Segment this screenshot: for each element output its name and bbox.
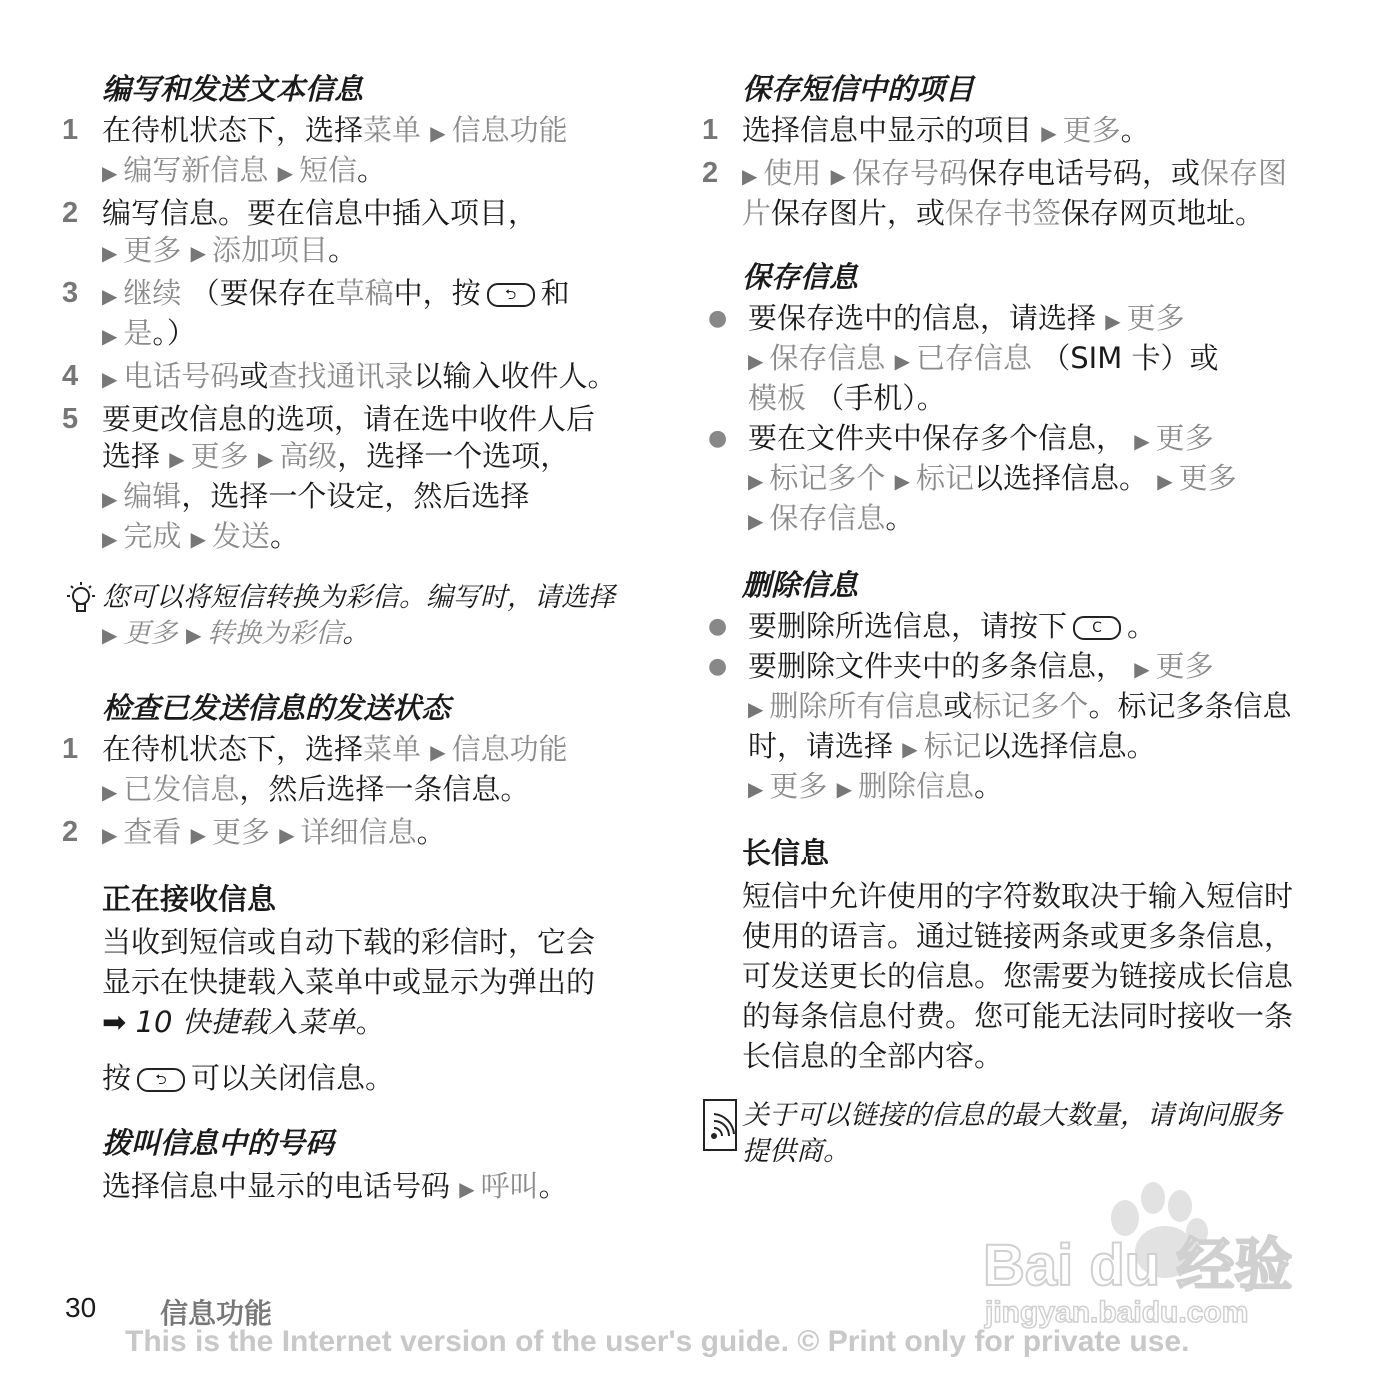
section-title: 保存短信中的项目 (742, 72, 975, 106)
arrow-icon: ▶ (894, 349, 911, 373)
clear-key-icon: C (1073, 616, 1121, 640)
arrow-icon: ▶ (102, 623, 118, 647)
arrow-icon: ▶ (190, 823, 207, 847)
arrow-icon: ▶ (1157, 469, 1173, 493)
arrow-icon: ▶ (185, 623, 202, 647)
section-long-messages (702, 834, 1302, 1170)
paragraph (102, 922, 622, 1042)
section-call-number (62, 1124, 622, 1209)
paragraph: 短信中允许使用的字符数取决于输入短信时使用的语言。通过链接两条或更多条信息，可发送更长的信息。您需要为链接成长信息的每条信息付费。您可能无法同时接收一条长信息的全部内容。 (742, 879, 1294, 1073)
more-label: 更多 (1178, 461, 1237, 495)
arrow-right-icon: ➡ (102, 1005, 127, 1039)
sms-label: 短信 (299, 153, 358, 187)
step-number: 1 (62, 733, 79, 765)
step-text: 保存图片，或 (771, 196, 946, 230)
arrow-icon: ▶ (279, 823, 295, 847)
arrow-icon: ▶ (1105, 309, 1121, 333)
step-5 (62, 401, 622, 558)
left-column (62, 70, 622, 1235)
punct: 。 (355, 1005, 385, 1039)
delete-message-label: 删除信息 (858, 769, 975, 803)
edit-label: 编辑 (123, 479, 182, 513)
section-title: 删除信息 (742, 568, 859, 602)
step-text: ，然后选择一条信息。 (239, 772, 530, 806)
item-text: 或 (943, 689, 973, 723)
step-text: ，选择一个选项， (337, 439, 570, 473)
view-label: 查看 (123, 815, 182, 849)
step-text: 和 (540, 276, 570, 310)
arrow-icon: ▶ (190, 241, 207, 265)
section-receiving (62, 880, 622, 1098)
punct: 。 (328, 233, 358, 267)
step-text: 编写信息。要在信息中插入项目， (102, 196, 538, 230)
baidu-watermark (975, 1170, 1305, 1330)
section-save-messages (702, 258, 1302, 540)
step-number: 2 (62, 197, 79, 229)
more-label: 更多 (1155, 649, 1214, 683)
bullet-item (702, 608, 1302, 645)
bullet-icon: ● (708, 654, 728, 679)
step-text: 中，按 (393, 276, 481, 310)
more-label: 更多 (123, 618, 178, 649)
network-service-icon (702, 1098, 742, 1170)
step-number: 5 (62, 403, 79, 435)
sent-label: 已发信息 (123, 772, 240, 806)
step-text: 或 (239, 359, 269, 393)
step-number: 1 (62, 114, 79, 146)
arrow-icon: ▶ (748, 509, 764, 533)
item-text: 要删除所选信息，请按下 (748, 609, 1068, 643)
arrow-icon: ▶ (102, 284, 118, 308)
punct: 。 (270, 519, 300, 553)
section-title: 保存信息 (742, 260, 859, 294)
arrow-icon: ▶ (830, 164, 847, 188)
step-number: 2 (62, 816, 79, 848)
step-number: 4 (62, 360, 79, 392)
arrow-icon: ▶ (102, 487, 118, 511)
paragraph (102, 1058, 622, 1098)
back-key-icon: ⮌ (487, 283, 535, 307)
arrow-icon: ▶ (102, 780, 118, 804)
more-label: 更多 (1062, 113, 1121, 147)
arrow-icon: ▶ (1134, 429, 1150, 453)
step-2 (62, 195, 622, 272)
step-1 (62, 112, 622, 192)
item-text: 。标记多条信息时，请选择 (748, 689, 1292, 763)
right-column (702, 70, 1302, 1196)
arrow-icon: ▶ (169, 447, 185, 471)
arrow-icon: ▶ (102, 324, 118, 348)
section-title: 编写和发送文本信息 (102, 72, 364, 106)
paragraph (102, 1166, 622, 1209)
arrow-icon: ▶ (102, 823, 118, 847)
back-key-icon: ⮌ (137, 1068, 185, 1092)
save-number-label: 保存号码 (852, 156, 969, 190)
details-label: 详细信息 (300, 815, 417, 849)
arrow-icon: ▶ (430, 740, 446, 764)
arrow-icon: ▶ (102, 241, 118, 265)
convert-mms-label: 转换为彩信 (207, 618, 343, 649)
chapter-title: 信息功能 (160, 1297, 273, 1330)
arrow-icon: ▶ (836, 777, 853, 801)
step-text: 选择信息中显示的项目 (742, 113, 1033, 147)
step-number: 2 (702, 157, 719, 189)
operator-note (702, 1098, 1302, 1170)
drafts-label: 草稿 (335, 276, 394, 310)
step-3 (62, 275, 622, 355)
step-text: 保存电话号码，或 (968, 156, 1201, 190)
cross-reference: 10 快捷载入菜单 (135, 1005, 356, 1039)
section-compose-send (62, 70, 622, 653)
section-check-status (62, 689, 622, 854)
arrow-icon: ▶ (190, 527, 207, 551)
step-1 (62, 731, 622, 811)
phone-number-label: 电话号码 (123, 359, 240, 393)
arrow-icon: ▶ (277, 161, 294, 185)
more-label: 更多 (769, 769, 828, 803)
note-text: 关于可以链接的信息的最大数量，请询问服务提供商。 (742, 1100, 1282, 1167)
advanced-label: 高级 (279, 439, 338, 473)
save-picture-label: 保存图片 (742, 156, 1288, 230)
more-label: 更多 (1155, 421, 1214, 455)
messaging-label: 信息功能 (451, 732, 568, 766)
more-label: 更多 (1126, 301, 1185, 335)
done-label: 完成 (123, 519, 182, 553)
arrow-icon: ▶ (1041, 121, 1057, 145)
watermark-brand: Bai du 经验 (983, 1233, 1293, 1298)
more-label: 更多 (190, 439, 249, 473)
item-text: 以选择信息。 (974, 461, 1149, 495)
body-text: 可以关闭信息。 (191, 1061, 395, 1095)
body-text: 按 (102, 1061, 132, 1095)
bullet-item (702, 648, 1302, 808)
item-text: 要删除文件夹中的多条信息， (748, 649, 1126, 683)
more-label: 更多 (123, 233, 182, 267)
section-delete-messages (702, 566, 1302, 808)
punct: 。 (538, 1169, 568, 1203)
print-notice: This is the Internet version of the user's guide. © Print only for private use. (125, 1325, 1190, 1358)
use-label: 使用 (763, 156, 822, 190)
item-text: 以选择信息。 (981, 729, 1156, 763)
punct: 。 (974, 769, 1004, 803)
step-text: 以输入收件人。 (413, 359, 617, 393)
menu-label: 菜单 (363, 732, 422, 766)
item-text: 要在文件夹中保存多个信息， (748, 421, 1126, 455)
arrow-icon: ▶ (742, 164, 758, 188)
call-label: 呼叫 (480, 1169, 539, 1203)
body-text: 当收到短信或自动下载的彩信时，它会显示在快捷载入菜单中或显示为弹出的 (102, 925, 596, 999)
section-title: 正在接收信息 (102, 882, 277, 916)
save-message-label: 保存信息 (769, 501, 886, 535)
arrow-icon: ▶ (748, 777, 764, 801)
punct: 。 (1120, 113, 1150, 147)
section-title: 拨叫信息中的号码 (102, 1126, 335, 1160)
arrow-icon: ▶ (894, 469, 911, 493)
contacts-lookup-label: 查找通讯录 (268, 359, 414, 393)
page-number: 30 (65, 1292, 97, 1323)
step-1 (702, 112, 1302, 152)
item-text: 要保存选中的信息，请选择 (748, 301, 1097, 335)
punct: 。 (416, 815, 446, 849)
bullet-item (702, 420, 1302, 540)
step-text: 在待机状态下，选择 (102, 732, 364, 766)
punct: 。 (342, 618, 370, 649)
send-label: 发送 (212, 519, 271, 553)
messaging-label: 信息功能 (451, 113, 568, 147)
item-text: （SIM 卡）或 (1032, 341, 1219, 375)
yes-label: 是 (123, 316, 153, 350)
mark-label: 标记 (916, 461, 975, 495)
arrow-icon: ▶ (430, 121, 446, 145)
mark-label: 标记 (923, 729, 982, 763)
add-item-label: 添加项目 (212, 233, 329, 267)
section-title: 长信息 (742, 836, 830, 870)
step-2 (62, 814, 622, 854)
arrow-icon: ▶ (102, 367, 118, 391)
punct: 。 (885, 501, 915, 535)
mark-several-label: 标记多个 (769, 461, 886, 495)
step-text: （要保存在 (181, 276, 336, 310)
section-title: 检查已发送信息的发送状态 (102, 691, 451, 725)
step-text: 保存网页地址。 (1061, 196, 1265, 230)
more-label: 更多 (212, 815, 271, 849)
punct: 。 (357, 153, 387, 187)
tip-note (62, 580, 622, 653)
step-number: 3 (62, 277, 79, 309)
delete-all-label: 删除所有信息 (769, 689, 944, 723)
item-text: （手机）。 (806, 381, 946, 415)
step-4 (62, 358, 622, 398)
bullet-icon: ● (708, 306, 728, 331)
save-message-label: 保存信息 (769, 341, 886, 375)
step-text: 要更改信息的选项，请在选中收件人后选择 (102, 402, 596, 473)
continue-label: 继续 (123, 276, 182, 310)
lightbulb-icon (62, 580, 102, 653)
step-text: 在待机状态下，选择 (102, 113, 364, 147)
arrow-icon: ▶ (459, 1177, 475, 1201)
punct: 。 (1127, 609, 1157, 643)
arrow-icon: ▶ (748, 697, 764, 721)
body-text: 选择信息中显示的电话号码 (102, 1169, 451, 1203)
saved-messages-label: 已存信息 (916, 341, 1033, 375)
punct: 。） (152, 316, 196, 350)
arrow-icon: ▶ (1134, 657, 1150, 681)
step-number: 1 (702, 114, 719, 146)
arrow-icon: ▶ (902, 737, 918, 761)
bullet-icon: ● (708, 426, 728, 451)
arrow-icon: ▶ (748, 349, 764, 373)
menu-label: 菜单 (363, 113, 422, 147)
arrow-icon: ▶ (257, 447, 274, 471)
watermark-url: jingyan.baidu.com (985, 1296, 1249, 1329)
write-new-label: 编写新信息 (123, 153, 269, 187)
arrow-icon: ▶ (102, 527, 118, 551)
mark-several-label: 标记多个 (972, 689, 1089, 723)
save-bookmark-label: 保存书签 (945, 196, 1062, 230)
arrow-icon: ▶ (102, 161, 118, 185)
tip-text: 您可以将短信转换为彩信。编写时，请选择 (102, 582, 615, 613)
arrow-icon: ▶ (748, 469, 764, 493)
bullet-icon: ● (708, 614, 728, 639)
step-2 (702, 155, 1302, 232)
templates-label: 模板 (748, 381, 807, 415)
bullet-item (702, 300, 1302, 417)
section-save-items (702, 70, 1302, 232)
step-text: ，选择一个设定，然后选择 (181, 479, 530, 513)
